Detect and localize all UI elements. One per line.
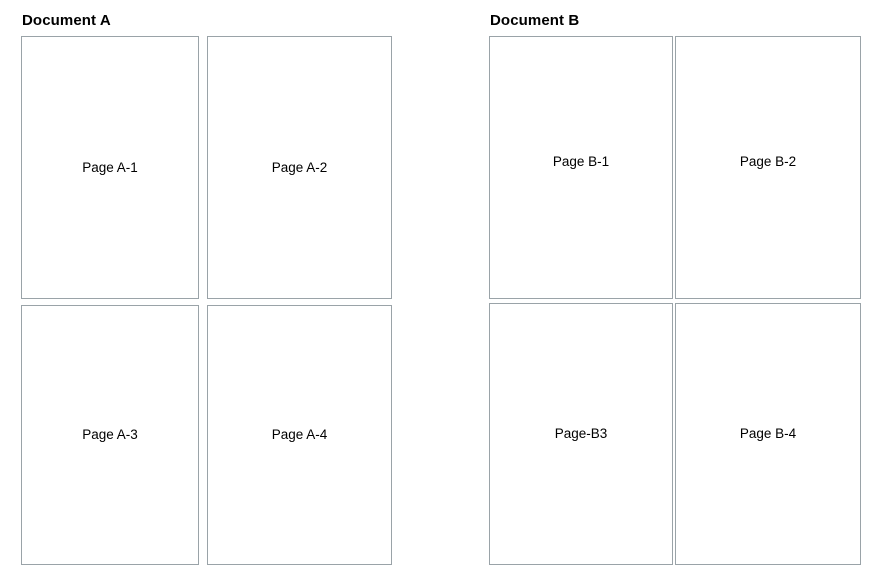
page-thumbnail-b3[interactable] [489, 303, 673, 565]
page-thumbnail-a2[interactable] [207, 36, 392, 299]
page-label: Page B-1 [552, 153, 610, 169]
page-label: Page A-1 [82, 159, 138, 175]
page-thumbnail-b2[interactable] [675, 36, 861, 299]
page-label: Page-B3 [554, 426, 608, 442]
page-thumbnail-a3[interactable] [21, 305, 199, 565]
page-label: Page B-2 [739, 153, 797, 169]
page-thumbnail-b1[interactable] [489, 36, 673, 299]
page-label: Page A-4 [271, 427, 328, 443]
page-thumbnail-a4[interactable] [207, 305, 392, 565]
page-thumbnail-b4[interactable] [675, 303, 861, 565]
document-a-title: Document A [22, 12, 111, 29]
document-b-title: Document B [490, 12, 580, 29]
page-thumbnail-a1[interactable] [21, 36, 199, 299]
page-label: Page A-2 [271, 159, 328, 175]
page-label: Page A-3 [82, 427, 138, 443]
page-label: Page B-4 [739, 426, 797, 442]
